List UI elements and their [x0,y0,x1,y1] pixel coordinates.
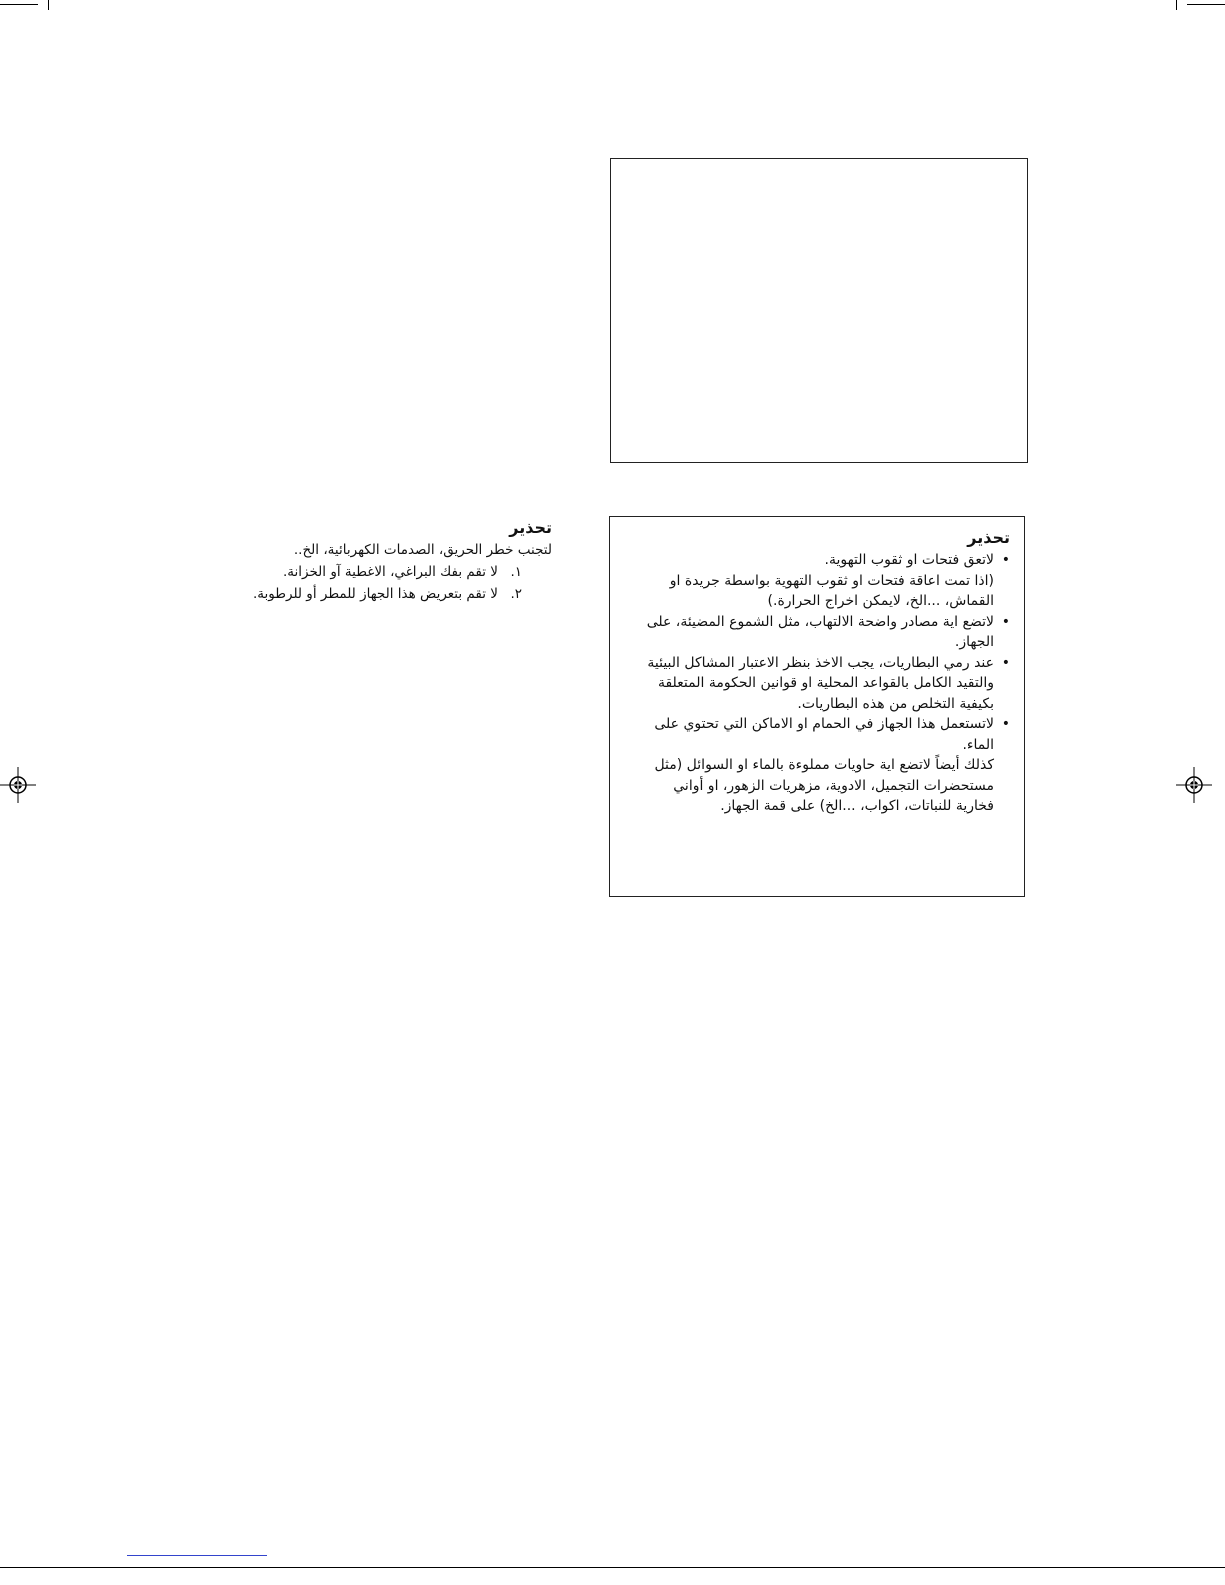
bullet-icon: • [1001,613,1010,630]
item-text: لا تقم بتعريض هذا الجهاز للمطر أو للرطوبة. [252,586,498,602]
bullet-icon: • [1001,654,1010,671]
fire-shock-warning [200,517,552,605]
item-number: ١. [510,564,522,580]
registration-mark-right-icon [1176,767,1212,803]
fire-warning-title: تحذير [509,518,552,537]
warning-item-flames [646,612,1010,653]
fire-warning-intro: لتجنب خطر الحريق، الصدمات الكهربائية، الخ.. [293,542,552,558]
footer-accent-line [127,1555,267,1556]
empty-frame-box [610,158,1028,463]
fire-warning-item [200,583,552,605]
registration-mark-left-icon [0,767,36,803]
bullet-icon: • [1001,716,1010,732]
warning-item-text: لاتعق فتحات او ثقوب التهوية. [824,552,994,568]
warning-item-text: عند رمي البطاريات، يجب الاخذ بنظر الاعتبار المشاكل البيئية والتقيد الكامل بالقواعد المحلية او قوانين الحكومة المتعلقة بكيفية التخلص من هذه البطاريات. [647,654,994,712]
warning-item-text: لاتضع اية مصادر واضحة الالتهاب، مثل الشموع المضيئة، على الجهاز. [646,613,994,650]
warning-item-batteries [646,653,1010,715]
warning-item-water [646,714,1010,755]
warning-item-note: (اذا تمت اعاقة فتحات او ثقوب التهوية بواسطة جريدة او القماش، ...الخ، لايمكن اخراج الحرارة.) [669,572,994,609]
item-number: ٢. [510,586,522,602]
fire-warning-item [200,561,552,583]
crop-mark-top-left-vertical [48,0,49,10]
item-text: لا تقم بفك البراغي، الاغطية آو الخزانة. [282,564,498,580]
warning-box-title: تحذير [967,528,1010,547]
warning-item-text: لاتستعمل هذا الجهاز في الحمام او الاماكن التي تحتوي على الماء. [654,716,994,753]
warning-item-ventilation [646,550,1010,571]
crop-mark-top-left [0,4,38,5]
ventilation-warning-box [609,516,1025,897]
bullet-icon: • [1001,552,1010,568]
footer-rule [0,1567,1225,1568]
warning-item-note: كذلك أيضاً لاتضع اية حاويات مملوءة بالماء او السوائل (مثل مستحضرات التجميل، الادوية، مزهريات الزهور، او أواني فخارية للنباتات، اكواب، ...الخ) على قمة الجهاز. [654,757,994,814]
crop-mark-top-right [1187,4,1225,5]
crop-mark-top-right-vertical [1176,0,1177,10]
